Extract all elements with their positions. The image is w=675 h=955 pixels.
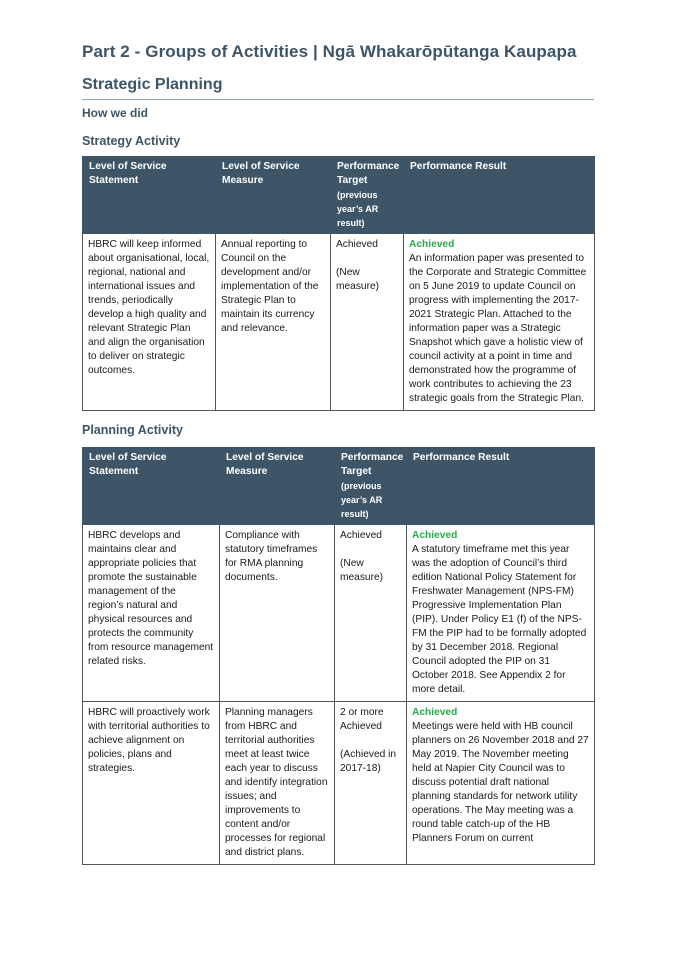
- part-title: Part 2 - Groups of Activities | Ngā Whakarōpūtanga Kaupapa: [82, 42, 577, 61]
- target-sublabel: (previous year’s AR result): [341, 481, 383, 519]
- column-header-measure: Level of Service Measure: [216, 157, 331, 234]
- target-value: Achieved: [340, 530, 382, 541]
- target-value: Achieved: [336, 239, 378, 250]
- planning-activity-title: Planning Activity: [82, 423, 183, 437]
- result-text: An information paper was presented to the Corporate and Strategic Committee on 5 June 2019 to update Council on progress with implementing the 2017-2021 Strategic Plan. Attached to the information paper was a Strategic Snapshot which gave a holistic view of council activity at a point in time and demonstrated how the programme of work contributes to achieving the 23 strategic goals from the Strategic Plan.: [409, 253, 587, 404]
- target-previous: (New measure): [340, 558, 384, 583]
- target-previous: (Achieved in 2017-18): [340, 749, 397, 774]
- result-cell: [404, 234, 595, 411]
- measure-cell: Planning managers from HBRC and territorial authorities meet at least twice each year to discuss and identify integration issues; and improvements to content and/or processes for regional and district plans.: [220, 702, 335, 865]
- subsection-title: How we did: [82, 106, 148, 120]
- column-header-target: [331, 157, 404, 234]
- target-cell: [335, 525, 407, 702]
- result-cell: [407, 525, 595, 702]
- target-cell: [331, 234, 404, 411]
- table-row: [83, 525, 595, 702]
- table-row: [83, 234, 595, 411]
- column-header-result: Performance Result: [404, 157, 595, 234]
- statement-cell: HBRC will keep informed about organisational, local, regional, national and international issues and trends, periodically develop a high quality and relevant Strategic Plan and align the organisation to deliver on strategic outcomes.: [83, 234, 216, 411]
- statement-cell: HBRC develops and maintains clear and appropriate policies that promote the sustainable management of the region’s natural and physical resources and protects the community from resource management related risks.: [83, 525, 220, 702]
- status-badge: Achieved: [412, 530, 458, 541]
- result-text: Meetings were held with HB council planners on 26 November 2018 and 27 May 2019. The November meeting held at Napier City Council was to discuss potential draft national planning standards for network utility operations. The May meeting was a round table catch-up of the HB Planners Forum on current: [412, 721, 589, 844]
- column-header-statement: Level of Service Statement: [83, 448, 220, 525]
- target-previous: (New measure): [336, 267, 380, 292]
- status-badge: Achieved: [412, 707, 458, 718]
- target-label: Performance Target: [341, 452, 404, 477]
- table-header-row: [83, 448, 595, 525]
- planning-table: [82, 447, 595, 865]
- table-header-row: [83, 157, 595, 234]
- status-badge: Achieved: [409, 239, 455, 250]
- document-page: [82, 42, 594, 865]
- measure-cell: Compliance with statutory timeframes for RMA planning documents.: [220, 525, 335, 702]
- result-text: A statutory timeframe met this year was the adoption of Council’s third edition National Policy Statement for Freshwater Management (NPS-FM) Progressive Implementation Plan (PIP). Under Policy E1 (f) of the NPS-FM the PIP had to be formally adopted by 31 December 2018. Regional Council adopted the PIP on 31 October 2018. See Appendix 2 for more detail.: [412, 544, 587, 695]
- target-cell: [335, 702, 407, 865]
- result-cell: [407, 702, 595, 865]
- statement-cell: HBRC will proactively work with territorial authorities to achieve alignment on policies, plans and strategies.: [83, 702, 220, 865]
- column-header-statement: Level of Service Statement: [83, 157, 216, 234]
- column-header-target: [335, 448, 407, 525]
- strategy-activity-title: Strategy Activity: [82, 134, 181, 148]
- column-header-result: Performance Result: [407, 448, 595, 525]
- section-title: Strategic Planning: [82, 76, 594, 100]
- table-row: [83, 702, 595, 865]
- strategy-table: [82, 156, 595, 411]
- target-label: Performance Target: [337, 161, 400, 186]
- target-sublabel: (previous year’s AR result): [337, 190, 379, 228]
- target-value: 2 or more Achieved: [340, 707, 384, 732]
- column-header-measure: Level of Service Measure: [220, 448, 335, 525]
- measure-cell: Annual reporting to Council on the development and/or implementation of the Strategic Plan to maintain its currency and relevance.: [216, 234, 331, 411]
